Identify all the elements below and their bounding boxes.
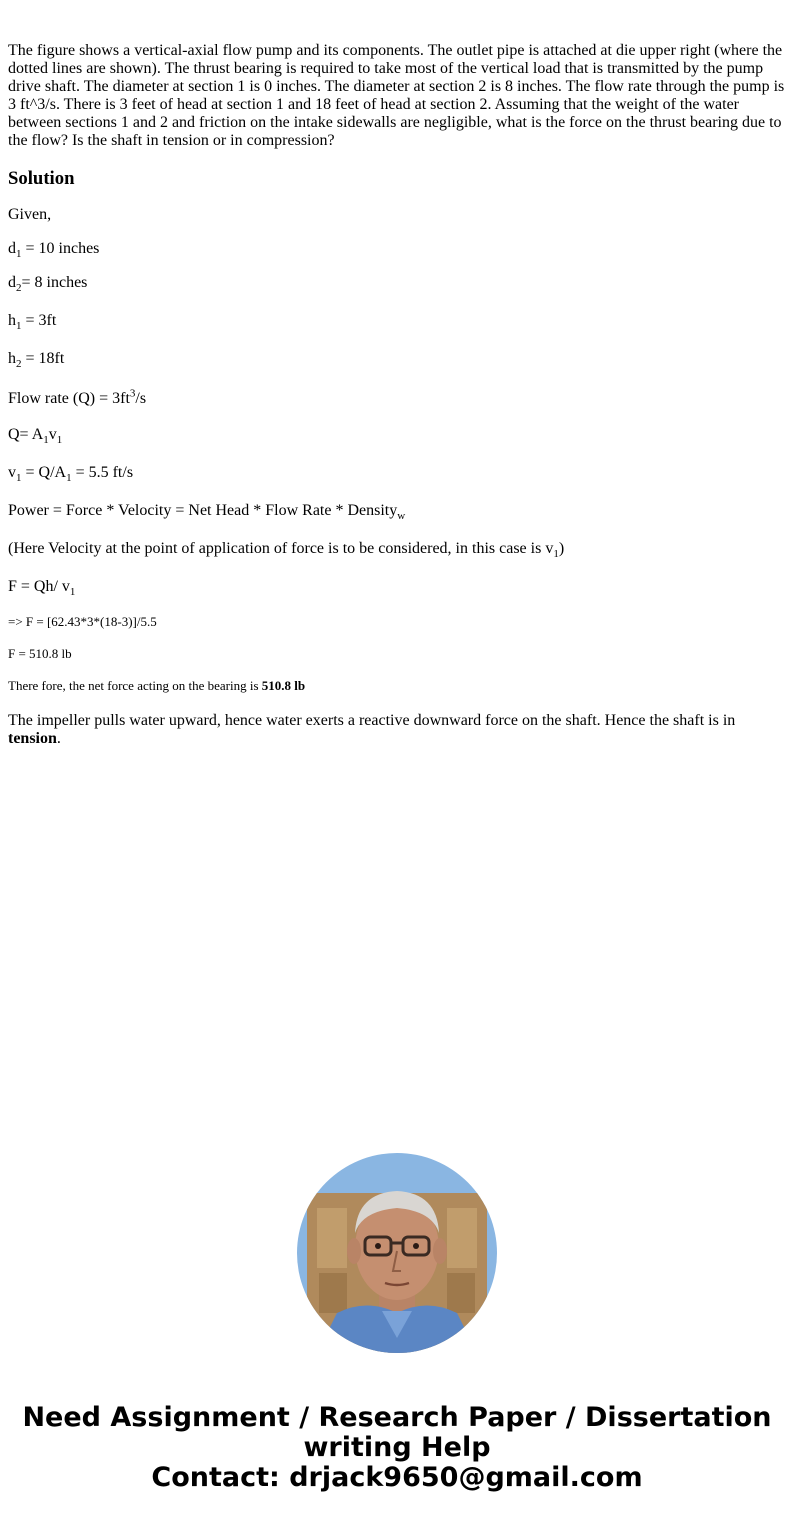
h1-value: = 3ft (21, 312, 57, 329)
given-d2 (8, 274, 786, 295)
footer-banner (0, 1403, 794, 1493)
h2-subscript: 2 (16, 358, 22, 371)
h2-symbol: h (8, 350, 16, 367)
flow-rate-unit: /s (135, 390, 147, 407)
force-eq-text: F = Qh/ v (8, 578, 70, 595)
flow-rate-exponent: 3 (129, 387, 136, 400)
given-h2 (8, 350, 786, 371)
velocity-note (8, 540, 786, 561)
flow-rate-line (8, 387, 786, 408)
v1-eq-sub-a: 1 (66, 472, 72, 485)
v1-symbol: v (8, 464, 16, 481)
footer-line-2: writing Help (303, 1432, 491, 1463)
v1-eq-mid: = Q/A (21, 464, 67, 481)
final-text: The impeller pulls water upward, hence water exerts a reactive downward force on the shaft. Hence the shaft is in (8, 712, 736, 729)
q-eq-sub-v: 1 (56, 434, 63, 447)
q-eq-text: Q= A (8, 426, 44, 443)
v1-subscript: 1 (16, 472, 22, 485)
document-content (8, 42, 786, 764)
given-d1 (8, 240, 786, 261)
force-equation (8, 578, 786, 599)
d1-value: = 10 inches (21, 240, 100, 257)
final-statement (8, 712, 786, 748)
d1-subscript: 1 (16, 248, 22, 261)
q-eq-v: v (48, 426, 57, 443)
avatar-portrait (297, 1153, 497, 1353)
conclusion-value: 510.8 lb (261, 678, 306, 693)
note-close: ) (558, 540, 565, 557)
given-h1 (8, 312, 786, 333)
footer-contact: Contact: drjack9650@gmail.com (151, 1462, 643, 1493)
v1-eq-value: = 5.5 ft/s (71, 464, 134, 481)
q-eq-sub-a: 1 (43, 434, 49, 447)
power-subscript: w (397, 510, 406, 523)
flow-rate-text: Flow rate (Q) = 3ft (8, 390, 130, 407)
h1-subscript: 1 (16, 320, 22, 333)
conclusion-text: There fore, the net force acting on the bearing is (8, 678, 262, 693)
footer-line-1: Need Assignment / Research Paper / Dissertation (22, 1402, 772, 1433)
d2-symbol: d (8, 274, 16, 291)
v1-equation (8, 464, 786, 485)
note-subscript: 1 (553, 548, 559, 561)
final-bold: tension (8, 730, 57, 747)
power-equation (8, 502, 786, 523)
solution-heading: Solution (8, 168, 75, 189)
d1-symbol: d (8, 240, 16, 257)
final-period: . (56, 730, 61, 747)
h2-value: = 18ft (21, 350, 65, 367)
d2-subscript: 2 (16, 282, 22, 295)
conclusion (8, 678, 786, 694)
force-eq-subscript: 1 (69, 586, 76, 599)
force-calculation: => F = [62.43*3*(18-3)]/5.5 (8, 614, 157, 629)
power-text: Power = Force * Velocity = Net Head * Flow Rate * Density (8, 502, 398, 519)
h1-symbol: h (8, 312, 16, 329)
question-text: The figure shows a vertical-axial flow pump and its components. The outlet pipe is attached at die upper right (where the dotted lines are shown). The thrust bearing is required to take most of the vertical load that is transmitted by the pump drive shaft. The diameter at section 1 is 0 inches. The diameter at section 2 is 8 inches. The flow rate through the pump is 3 ft^3/s. There is 3 feet of head at section 1 and 18 feet of head at section 2. Assuming that the weight of the water between sections 1 and 2 and friction on the intake sidewalls are negligible, what is the force on the thrust bearing due to the flow? Is the shaft in tension or in compression? (8, 42, 785, 149)
q-equation (8, 426, 786, 447)
given-label: Given, (8, 206, 52, 223)
d2-value: = 8 inches (21, 274, 88, 291)
author-avatar (297, 1153, 497, 1353)
note-text: (Here Velocity at the point of application of force is to be considered, in this case is v (8, 540, 554, 557)
force-result: F = 510.8 lb (8, 646, 72, 661)
